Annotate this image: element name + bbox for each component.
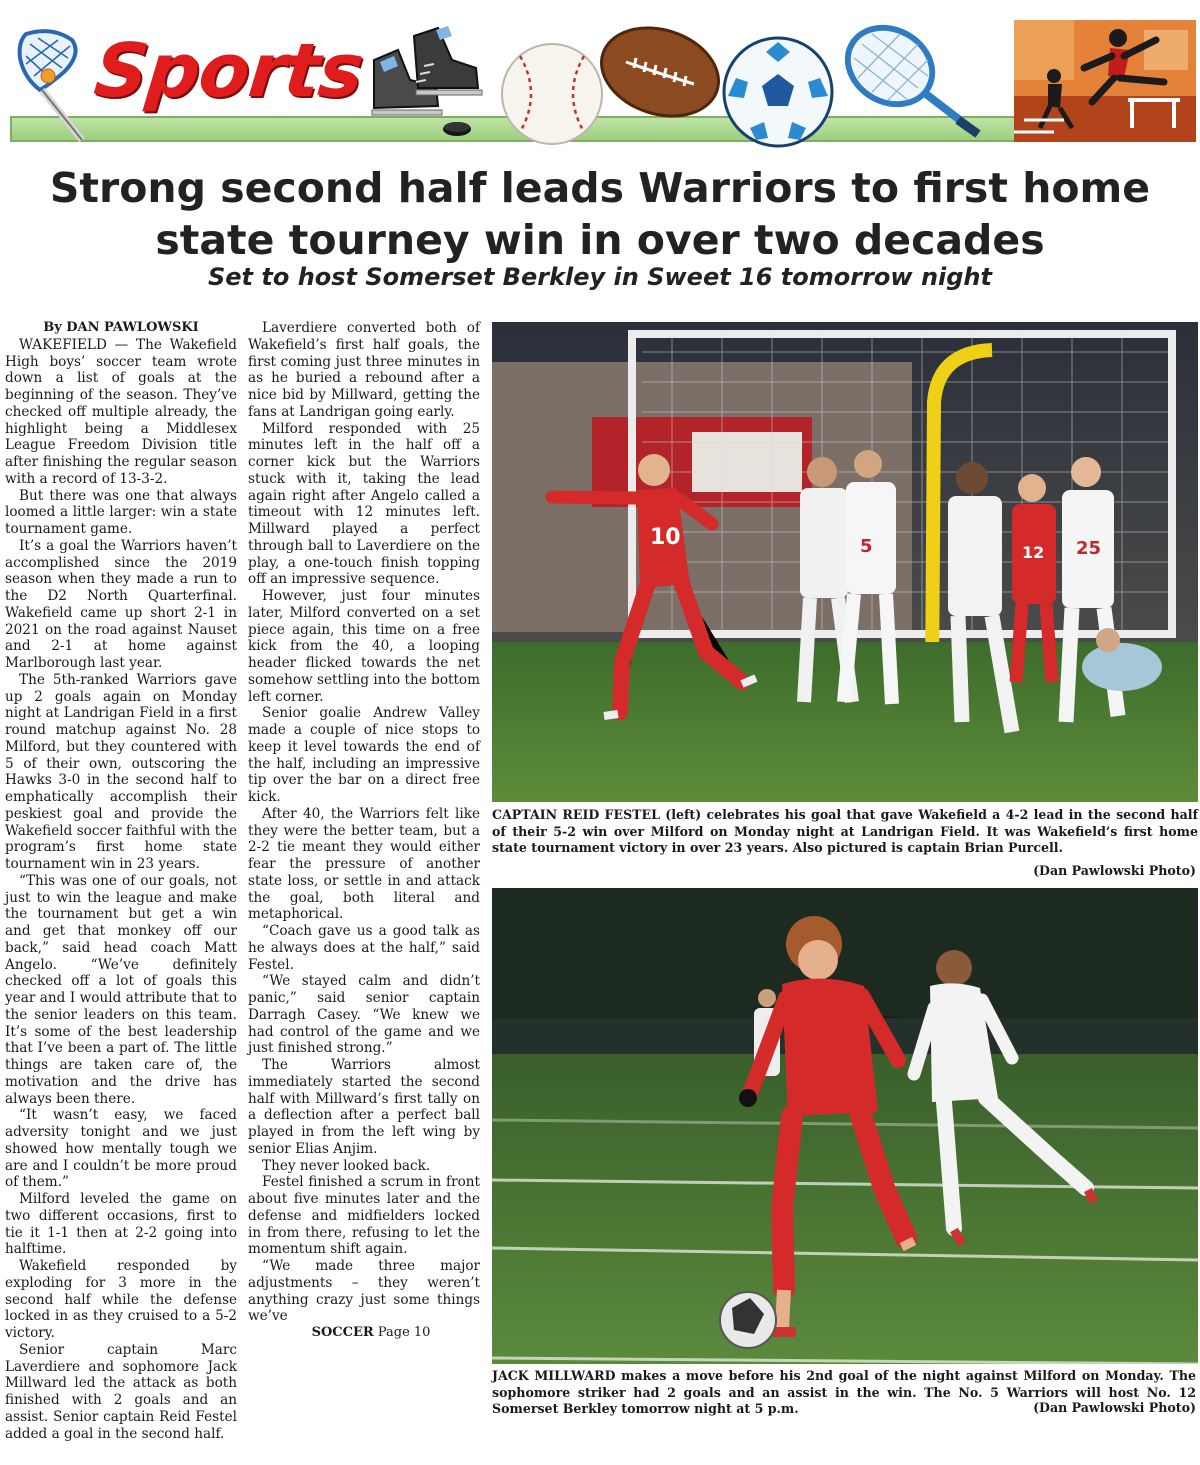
headline-line-2: state tourney win in over two decades <box>155 216 1045 264</box>
millward-photo-art <box>492 888 1198 1364</box>
jump-word: SOCCER <box>311 1325 374 1340</box>
paragraph: “It wasn’t easy, we faced adversity tonight and we just showed how mentally tough we are and I couldn’t be more proud of them.” <box>5 1107 237 1191</box>
svg-text:25: 25 <box>1076 538 1102 559</box>
paragraph: Festel finished a scrum in front about five minutes later and the defense and midfielders locked in from there, refusing to let the momentum shift again. <box>248 1174 480 1258</box>
soccer-ball-icon <box>720 34 836 150</box>
hockey-puck-icon <box>442 120 472 138</box>
byline: By DAN PAWLOWSKI <box>43 320 199 335</box>
article-body <box>5 320 480 1465</box>
photo1-caption: CAPTAIN REID FESTEL (left) celebrates his goal that gave Wakefield a 4-2 lead in the second half of their 5-2 win over Milford on Monday night at Landrigan Field. It was Wakefield’s first home state tournament victory in over 23 years. Also pictured is captain Brian Purcell. <box>492 807 1198 855</box>
paragraph: Wakefield responded by exploding for 3 more in the second half while the defense locked in as they cruised to a 5-2 victory. <box>5 1258 237 1341</box>
celebration-photo <box>492 322 1198 802</box>
paragraph: It’s a goal the Warriors haven’t accomplished since the 2019 season when they made a run to the D2 North Quarterfinal. Wakefield came up short 2-1 in 2021 on the road against Nauset and 2-1 at home against Marlborough last year. <box>5 537 237 671</box>
paragraph: However, just four minutes later, Milford converted on a set piece again, this time on a free kick from the 40, a looping header flicked towards the net somehow settling into the bottom left corner. <box>248 588 480 705</box>
hockey-skates-icon <box>366 22 492 142</box>
paragraph: “Coach gave us a good talk as he always does at the half,” said Festel. <box>248 923 480 973</box>
paragraph: But there was one that always loomed a little larger: win a state tournament game. <box>5 487 237 537</box>
headline-line-1: Strong second half leads Warriors to first home <box>49 164 1151 212</box>
lacrosse-stick-icon <box>12 28 92 143</box>
paragraph: “We stayed calm and didn’t panic,” said senior captain Darragh Casey. “We knew we had control of the game and we just finished strong.” <box>248 973 480 1057</box>
paragraph: The Warriors almost immediately started the second half with Millward’s first tally on a deflection after a perfect ball played in from the left wing by senior Elias Anjim. <box>248 1057 480 1157</box>
continued-jump-line[interactable] <box>248 1325 480 1342</box>
photo2-caption: JACK MILLWARD makes a move before his 2nd goal of the night against Milford on Monday. The sophomore striker had 2 goals and an assist in the win. The No. 5 Warriors will host No. 12 Somerset Berkley tomorrow night at 5 p.m. <box>492 1368 1196 1416</box>
photo1-credit: (Dan Pawlowski Photo) <box>1033 863 1196 878</box>
jump-page: Page 10 <box>377 1325 431 1340</box>
tennis-racket-icon <box>838 24 984 140</box>
track-hurdler-icon <box>1014 20 1196 142</box>
paragraph: Milford leveled the game on two different occasions, first to tie it 1-1 then at 2-2 going into halftime. <box>5 1191 237 1258</box>
paragraph: The 5th-ranked Warriors gave up 2 goals again on Monday night at Landrigan Field in a first round matchup against No. 28 Milford, but they countered with 5 of their own, outscoring the Hawks 3-0 in the second half to emphatically accomplish their peskiest goal and provide the Wakefield soccer faithful with the program’s first home state tournament win in 23 years. <box>5 671 237 872</box>
celebration-photo-art <box>492 322 1198 802</box>
paragraph: Laverdiere converted both of Wakefield’s first half goals, the first coming just three minutes in as he buried a rebound after a nice bid by Millward, getting the fans at Landrigan going early. <box>248 320 480 420</box>
paragraph: Milford responded with 25 minutes left in the half off a corner kick but the Warriors stuck with it, taking the lead again right after Angelo called a timeout with 12 minutes left. Millward played a perfect through ball to Laverdiere on the play, a one-touch finish topping off an impressive sequence. <box>248 420 480 588</box>
svg-text:5: 5 <box>860 536 873 557</box>
paragraph: After 40, the Warriors felt like they were the better team, but a 2-2 tie meant they would either fear the pressure of another state loss, or settle in and attack the goal, both literal and metaphorical. <box>248 805 480 923</box>
paragraph: “This was one of our goals, not just to win the league and make the tournament but get a win and get that monkey off our back,” said head coach Matt Angelo. “We’ve definitely checked off a lot of goals this year and I would attribute that to the senior leaders on this team. It’s some of the best leadership that I’ve been a part of. The little things are taken care of, the motivation and the drive has always been there. <box>5 872 237 1107</box>
football-icon <box>596 22 724 122</box>
paragraph: Senior captain Marc Laverdiere and sophomore Jack Millward led the attack as both finished with 2 goals and an assist. Senior captain Reid Festel added a goal in the second half. <box>5 1341 237 1442</box>
svg-text:10: 10 <box>650 525 681 550</box>
headline <box>0 162 1200 266</box>
paragraph: “We made three major adjustments – they weren’t anything crazy just some things we’ve <box>248 1258 480 1325</box>
baseball-icon <box>498 40 606 148</box>
paragraph: They never looked back. <box>262 1157 431 1174</box>
paragraph: Senior goalie Andrew Valley made a couple of nice stops to keep it level towards the end of the half, including an impressive tip over the bar on a direct free kick. <box>248 705 480 805</box>
section-title: Sports <box>90 28 367 114</box>
millward-photo <box>492 888 1198 1364</box>
sports-banner <box>0 0 1200 150</box>
paragraph: WAKEFIELD — The Wakefield High boys’ soccer team wrote down a list of goals at the beginning of the season. They’ve checked off multiple already, the highlight being a Middlesex League Freedom Division title after finishing the regular season with a record of 13-3-2. <box>5 336 237 487</box>
svg-text:12: 12 <box>1022 543 1045 562</box>
photo2-credit: (Dan Pawlowski Photo) <box>1033 1400 1196 1415</box>
subheadline: Set to host Somerset Berkley in Sweet 16 tomorrow night <box>207 263 992 291</box>
